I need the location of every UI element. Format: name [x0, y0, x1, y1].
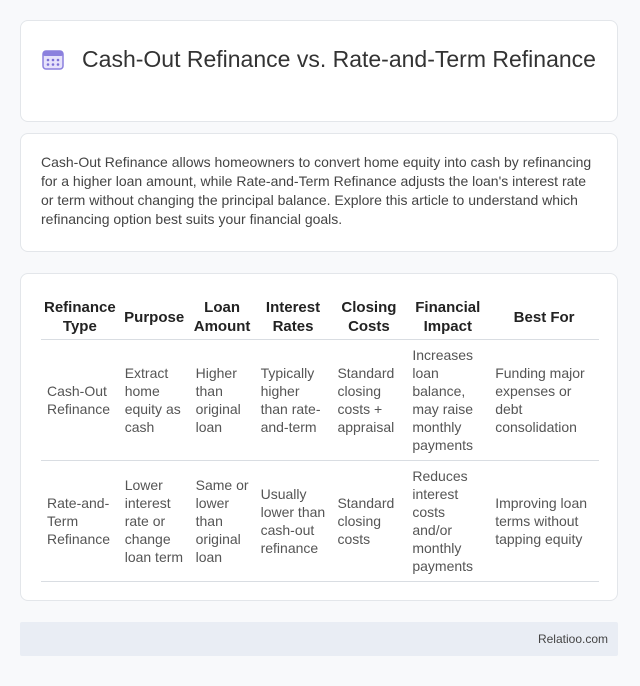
- calendar-icon: [42, 48, 64, 70]
- header-financial-impact: Financial Impact: [406, 297, 489, 340]
- table-cell: Usually lower than cash-out refinance: [255, 461, 332, 582]
- header-interest-rates: Interest Rates: [255, 297, 332, 340]
- table-cell: Higher than original loan: [190, 340, 255, 461]
- header-refinance-type: Refinance Type: [41, 297, 119, 340]
- header-best-for: Best For: [489, 297, 599, 340]
- table-cell: Same or lower than original loan: [190, 461, 255, 582]
- table-cell: Extract home equity as cash: [119, 340, 190, 461]
- table-cell: Standard closing costs: [331, 461, 406, 582]
- comparison-card: [20, 273, 618, 601]
- page-title: [21, 45, 617, 74]
- table-cell: Cash-Out Refinance: [41, 340, 119, 461]
- table-cell: Reduces interest costs and/or monthly payments: [406, 461, 489, 582]
- title-card: [20, 20, 618, 122]
- table-cell: Improving loan terms without tapping equity: [489, 461, 599, 582]
- footer: [20, 622, 618, 656]
- header-closing-costs: Closing Costs: [331, 297, 406, 340]
- table-row: [41, 461, 599, 582]
- intro-card: [20, 133, 618, 252]
- intro-paragraph: Cash-Out Refinance allows homeowners to convert home equity into cash by refinancing for a higher loan amount, while Rate-and-Term Refinance adjusts the loan's interest rate or term without changing the principal balance. Explore this article to understand which refinancing option best suits your financial goals.: [41, 154, 592, 227]
- table-cell: Funding major expenses or debt consolidation: [489, 340, 599, 461]
- comparison-table: [41, 297, 599, 582]
- table-row: [41, 340, 599, 461]
- table-cell: Standard closing costs + appraisal: [331, 340, 406, 461]
- footer-brand[interactable]: Relatioo.com: [537, 632, 608, 646]
- table-cell: Rate-and-Term Refinance: [41, 461, 119, 582]
- header-purpose: Purpose: [119, 297, 190, 340]
- table-cell: Typically higher than rate-and-term: [255, 340, 332, 461]
- table-header-row: [41, 297, 599, 340]
- table-cell: Increases loan balance, may raise monthly payments: [406, 340, 489, 461]
- page-title-text: Cash-Out Refinance vs. Rate-and-Term Refinance: [82, 46, 596, 72]
- header-loan-amount: Loan Amount: [190, 297, 255, 340]
- table-cell: Lower interest rate or change loan term: [119, 461, 190, 582]
